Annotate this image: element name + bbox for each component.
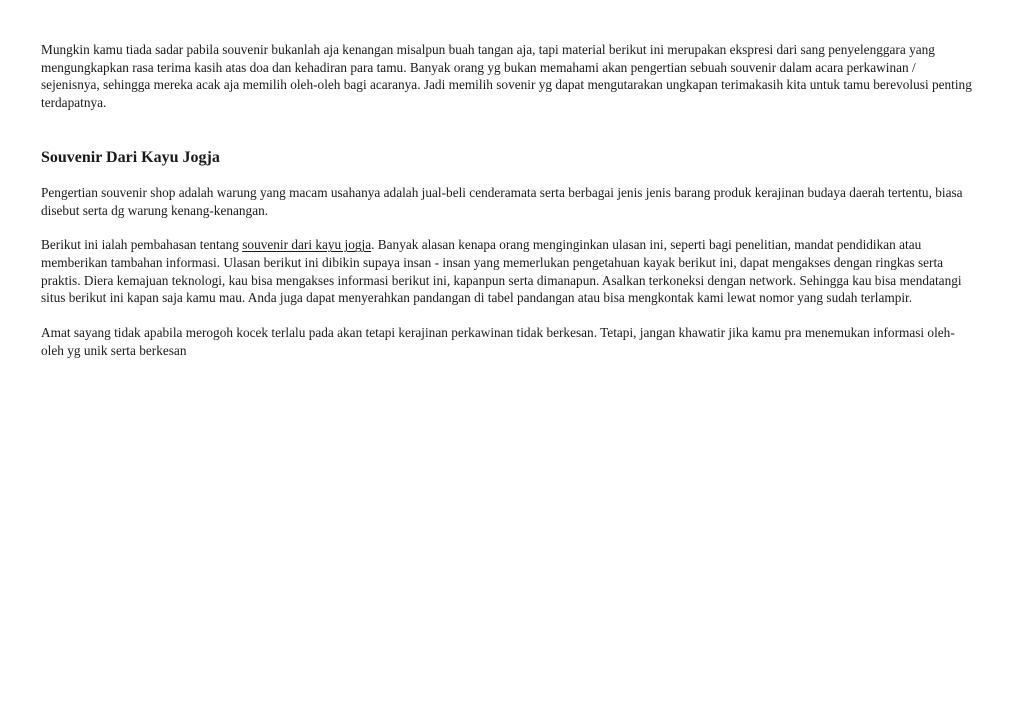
discussion-paragraph [41, 236, 976, 307]
section-heading: Souvenir Dari Kayu Jogja [41, 148, 220, 166]
discussion-text-end: . Banyak alasan kenapa orang menginginkan ulasan ini, seperti bagi penelitian, mandat pendidikan atau memberikan tambahan informasi. Ulasan berikut ini dibikin supaya insan - insan yang memerlukan pengetahuan kayak berikut ini, dapat mengakses dengan ringkas serta praktis. Diera kemajuan teknologi, kau bisa mengakses informasi berikut ini, kapanpun serta dimanapun. Asalkan terkoneksi dengan network. Sehingga kau bisa mendatangi situs berikut ini kapan saja kamu mau. Anda juga dapat menyerahkan pandangan di tabel pandangan atau bisa mengkontak kami lewat nomor yang sudah terlampir. [41, 237, 962, 306]
intro-paragraph: Mungkin kamu tiada sadar pabila souvenir bukanlah aja kenangan misalpun buah tangan aja, tapi material berikut ini merupakan ekspresi dari sang penyelenggara yang mengungkapkan rasa terima kasih atas doa dan kehadiran para tamu. Banyak orang yg bukan memahami akan pengertian sebuah souvenir dalam acara perkawinan / sejenisnya, sehingga mereka acak aja memilih oleh-oleh bagi acaranya. Jadi memilih sovenir yg dapat mengutarakan ungkapan terimakasih kita untuk tamu berevolusi penting terdapatnya. [41, 42, 972, 111]
document-page [41, 41, 976, 359]
souvenir-link[interactable]: souvenir dari kayu jogja [242, 237, 372, 253]
closing-paragraph: Amat sayang tidak apabila merogoh kocek terlalu pada akan tetapi kerajinan perkawinan tidak berkesan. Tetapi, jangan khawatir jika kamu pra menemukan informasi oleh-oleh yg unik serta berkesan [41, 325, 955, 358]
definition-paragraph: Pengertian souvenir shop adalah warung yang macam usahanya adalah jual-beli cenderamata serta berbagai jenis jenis barang produk kerajinan budaya daerah tertentu, biasa disebut serta dg warung kenang-kenangan. [41, 184, 963, 218]
discussion-text-start: Berikut ini ialah pembahasan tentang [41, 237, 243, 253]
